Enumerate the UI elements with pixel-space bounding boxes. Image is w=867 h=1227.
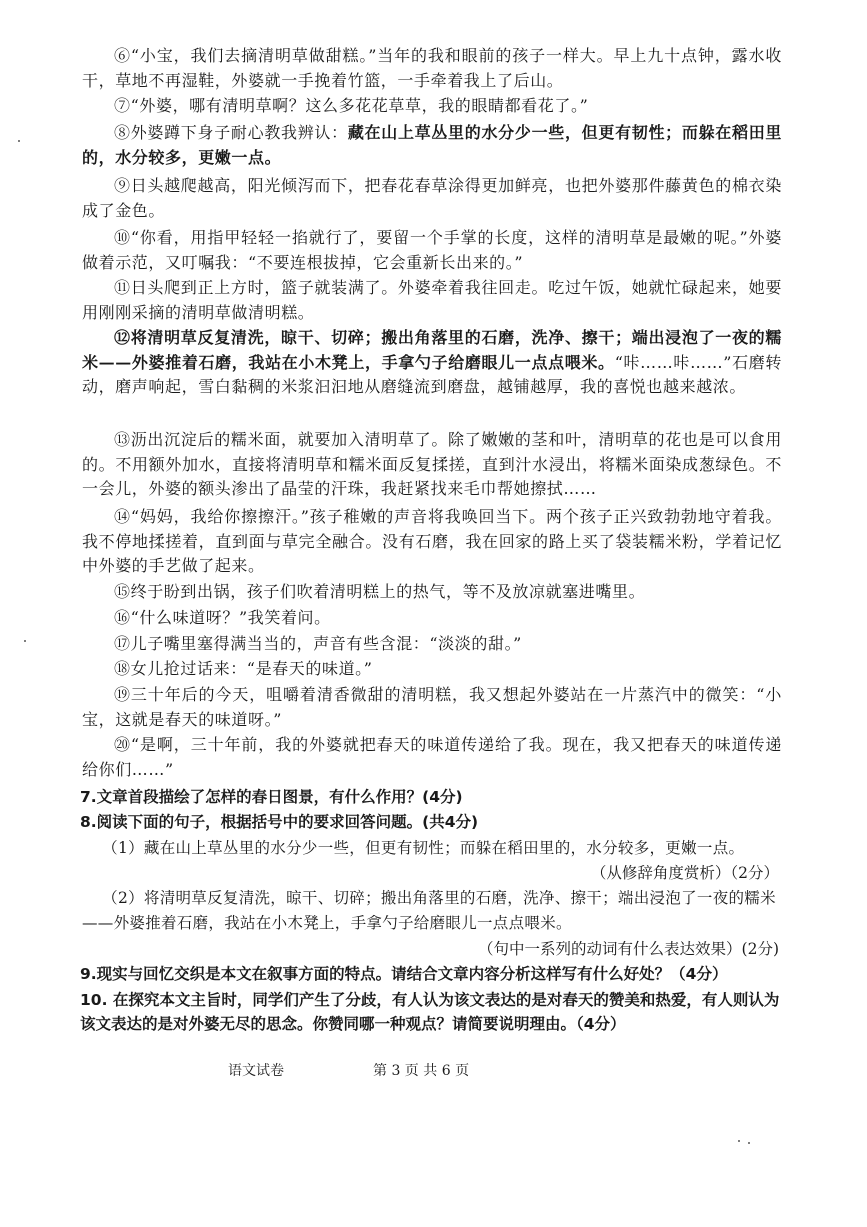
scan-speck [24,640,26,642]
footer-page-number: 第 3 页 共 6 页 [373,1063,470,1079]
paragraph-18: ⑱女儿抢过话来：“是春天的味道。” [114,659,373,678]
paragraph-9: ⑨日头越爬越高，阳光倾泻而下，把春花春草涂得更加鲜亮，也把外婆那件藤黄色的棉衣染成了金色。 [82,176,782,220]
paragraph-12-bold-sentence: ⑫将清明草反复清洗，晾干、切碎；搬出角落里的石磨，洗净、擦干；端出浸泡了一夜的糯米——外婆推着石磨，我站在小木凳上，手拿勺子给磨眼儿一点点喂米。 [82,328,782,372]
paragraph-6: ⑥“小宝，我们去摘清明草做甜糕。”当年的我和眼前的孩子一样大。早上九十点钟，露水收干，草地不再湿鞋，外婆就一手挽着竹篮，一手牵着我上了后山。 [82,46,782,90]
question-8-part-1-requirement: （从修辞角度赏析）（2分） [590,864,779,882]
question-9: 9.现实与回忆交织是本文在叙事方面的特点。请结合文章内容分析这样写有什么好处？（4分） [80,965,728,983]
paragraph-12 [82,326,782,400]
paragraph-7: ⑦“外婆，哪有清明草啊？这么多花花草草，我的眼睛都看花了。” [114,96,589,115]
paragraph-17: ⑰儿子嘴里塞得满当当的，声音有些含混：“淡淡的甜。” [114,634,522,653]
paragraph-19: ⑲三十年后的今天，咀嚼着清香微甜的清明糕，我又想起外婆站在一片蒸汽中的微笑：“小宝，这就是春天的味道呀。” [82,685,782,729]
question-10: 10. 在探究本文主旨时，同学们产生了分歧，有人认为该文表达的是对春天的赞美和热爱，有人则认为该文表达的是对外婆无尽的思念。你赞同哪一种观点？请简要说明理由。（4分） [80,991,780,1033]
scan-speck [748,1142,750,1144]
question-8-part-2-requirement: （句中一系列的动词有什么表达效果）(2分) [478,940,779,958]
paragraph-10: ⑩“你看，用指甲轻轻一掐就行了，要留一个手掌的长度，这样的清明草是最嫩的呢。”外婆做着示范，又叮嘱我：“不要连根拔掉，它会重新长出来的。” [82,228,782,272]
question-8: 8.阅读下面的句子，根据括号中的要求回答问题。(共4分) [80,813,479,831]
paragraph-12-rest: “咔……咔……”石磨转动，磨声响起，雪白黏稠的米浆汩汩地从磨缝流到磨盘，越铺越厚，我的喜悦也越来越浓。 [82,352,782,396]
question-8-part-2: （2）将清明草反复清洗，晾干、切碎；搬出角落里的石磨，洗净、擦干；端出浸泡了一夜的糯米——外婆推着石磨，我站在小木凳上，手拿勺子给磨眼儿一点点喂米。 [82,889,776,932]
paragraph-8-bold-sentence: 藏在山上草丛里的水分少一些，但更有韧性；而躲在稻田里的，水分较多，更嫩一点。 [82,123,782,167]
paragraph-14: ⑭“妈妈，我给你擦擦汗。”孩子稚嫩的声音将我唤回当下。两个孩子正兴致勃勃地守着我。我不停地揉搓着，直到面与草完全融合。没有石磨，我在回家的路上买了袋装糯米粉，学着记忆中外婆的手艺做了起来。 [82,507,782,575]
question-8-part-1: （1）藏在山上草丛里的水分少一些，但更有韧性；而躲在稻田里的，水分较多，更嫩一点。 [102,839,745,857]
scan-speck [18,140,20,142]
footer-subject: 语文试卷 [228,1063,284,1079]
paragraph-8 [82,121,782,170]
paragraph-20: ⑳“是啊，三十年前，我的外婆就把春天的味道传递给了我。现在，我又把春天的味道传递给你们……” [82,735,782,779]
paragraph-11: ⑪日头爬到正上方时，篮子就装满了。外婆牵着我往回走。吃过午饭，她就忙碌起来，她要用刚刚采摘的清明草做清明糕。 [82,278,782,322]
scan-speck [738,1140,740,1142]
question-7: 7.文章首段描绘了怎样的春日图景，有什么作用？(4分) [80,788,463,806]
paragraph-16: ⑯“什么味道呀？”我笑着问。 [114,608,331,627]
paragraph-15: ⑮终于盼到出锅，孩子们吹着清明糕上的热气，等不及放凉就塞进嘴里。 [114,582,646,601]
paragraph-8-lead: ⑧外婆蹲下身子耐心教我辨认： [114,123,348,142]
paragraph-13: ⑬沥出沉淀后的糯米面，就要加入清明草了。除了嫩嫩的茎和叶，清明草的花也是可以食用的。不用额外加水，直接将清明草和糯米面反复揉搓，直到汁水浸出，将糯米面染成葱绿色。不一会儿，外婆的额头渗出了晶莹的汗珠，我赶紧找来毛巾帮她擦拭…… [82,430,782,498]
